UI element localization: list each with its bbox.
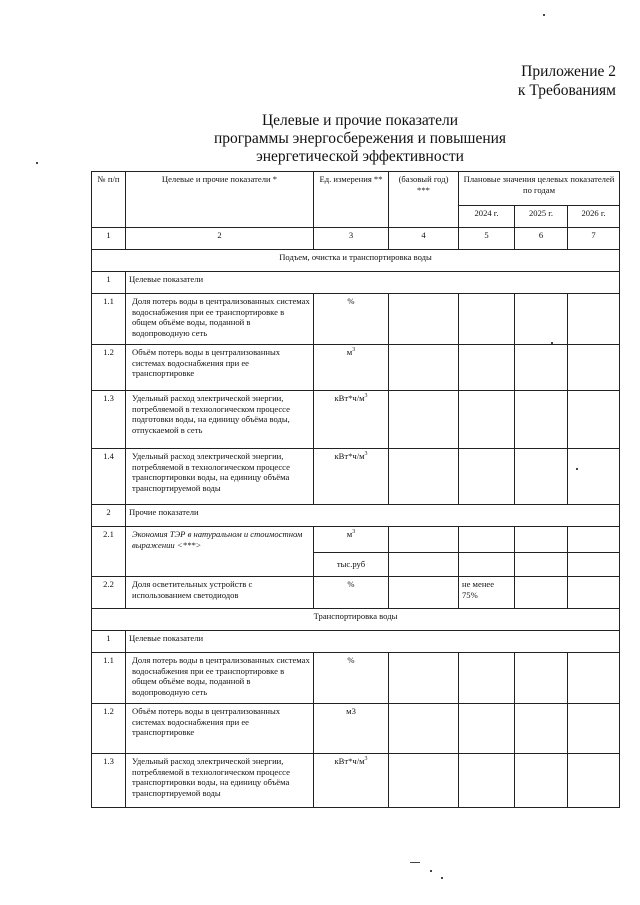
base-cell bbox=[389, 391, 459, 449]
base-cell bbox=[389, 577, 459, 609]
unit-superscript: 3 bbox=[352, 529, 356, 536]
appendix-caption bbox=[518, 62, 616, 100]
table-row bbox=[92, 391, 620, 449]
value-cell bbox=[459, 553, 515, 577]
indicator-text: Удельный расход электрической энергии, потребляемой в технологическом процессе транспортировки воды, на единицу объёма транспортируемой воды bbox=[126, 754, 314, 808]
section-title: Подъем, очистка и транспортировка воды bbox=[92, 250, 620, 272]
unit-text: кВт*ч/м bbox=[334, 451, 365, 461]
row-number: 1.1 bbox=[92, 653, 126, 704]
header-year-2024: 2024 г. bbox=[459, 206, 515, 228]
indicator-text: Экономия ТЭР в натуральном и стоимостном выражении <***> bbox=[126, 527, 314, 577]
value-cell bbox=[568, 449, 620, 505]
unit-cell bbox=[314, 391, 389, 449]
unit-cell: % bbox=[314, 294, 389, 345]
unit-text: м bbox=[346, 347, 353, 357]
base-cell bbox=[389, 553, 459, 577]
header-year-2025: 2025 г. bbox=[515, 206, 568, 228]
value-cell bbox=[515, 754, 568, 808]
table-row bbox=[92, 577, 620, 609]
unit-superscript: 3 bbox=[364, 451, 368, 458]
base-cell bbox=[389, 345, 459, 391]
table-row bbox=[92, 294, 620, 345]
indicator-text: Доля осветительных устройств с использованием светодиодов bbox=[126, 577, 314, 609]
header-num: № п/п bbox=[92, 172, 126, 228]
value-cell bbox=[568, 754, 620, 808]
scan-speck bbox=[551, 342, 553, 344]
row-number: 1.3 bbox=[92, 391, 126, 449]
value-cell bbox=[515, 391, 568, 449]
table-row bbox=[92, 653, 620, 704]
value-cell-2024: не менее 75% bbox=[459, 577, 515, 609]
value-cell bbox=[459, 527, 515, 553]
group-label: Целевые показатели bbox=[126, 272, 620, 294]
col-number: 2 bbox=[126, 228, 314, 250]
indicator-text: Объём потерь воды в централизованных системах водоснабжения при ее транспортировке bbox=[126, 704, 314, 754]
row-number: 1 bbox=[92, 272, 126, 294]
unit-cell bbox=[314, 527, 389, 553]
scan-speck bbox=[410, 862, 420, 863]
scan-speck bbox=[543, 14, 545, 16]
unit-text: м bbox=[346, 529, 353, 539]
table-row bbox=[92, 754, 620, 808]
col-number: 5 bbox=[459, 228, 515, 250]
row-number: 1.1 bbox=[92, 294, 126, 345]
appendix-line-2: к Требованиям bbox=[517, 82, 616, 99]
row-number: 2.1 bbox=[92, 527, 126, 577]
indicator-text: Удельный расход электрической энергии, потребляемой в технологическом процессе транспортировки воды, на единицу объёма транспортируемой воды bbox=[126, 449, 314, 505]
unit-text: кВт*ч/м bbox=[334, 756, 365, 766]
value-cell bbox=[515, 653, 568, 704]
value-cell bbox=[515, 294, 568, 345]
unit-cell bbox=[314, 754, 389, 808]
header-planned: Плановые значения целевых показателей по годам bbox=[459, 172, 620, 206]
value-cell bbox=[568, 527, 620, 553]
scan-speck bbox=[36, 162, 38, 164]
title-line-2: программы энергосбережения и повышения bbox=[213, 130, 507, 147]
base-cell bbox=[389, 527, 459, 553]
value-cell bbox=[459, 345, 515, 391]
col-number: 4 bbox=[389, 228, 459, 250]
group-row bbox=[92, 272, 620, 294]
group-row bbox=[92, 631, 620, 653]
section-title-row bbox=[92, 250, 620, 272]
group-label: Целевые показатели bbox=[126, 631, 620, 653]
unit-cell bbox=[314, 345, 389, 391]
table-row bbox=[92, 345, 620, 391]
col-number: 3 bbox=[314, 228, 389, 250]
title-line-3: энергетической эффективности bbox=[256, 148, 464, 165]
unit-superscript: 3 bbox=[364, 756, 368, 763]
scan-speck bbox=[576, 468, 578, 470]
row-number: 1 bbox=[92, 631, 126, 653]
value-cell bbox=[459, 704, 515, 754]
section-title-row bbox=[92, 609, 620, 631]
value-cell bbox=[515, 704, 568, 754]
header-base-year: (базовый год) *** bbox=[389, 172, 459, 228]
base-cell bbox=[389, 653, 459, 704]
value-cell bbox=[515, 449, 568, 505]
row-number: 1.4 bbox=[92, 449, 126, 505]
section-title: Транспортировка воды bbox=[92, 609, 620, 631]
unit-cell bbox=[314, 449, 389, 505]
unit-cell: % bbox=[314, 653, 389, 704]
unit-cell: тыс.руб bbox=[314, 553, 389, 577]
appendix-line-1: Приложение 2 bbox=[521, 63, 616, 80]
unit-text: кВт*ч/м bbox=[334, 393, 365, 403]
base-cell bbox=[389, 449, 459, 505]
indicators-table bbox=[91, 171, 620, 808]
value-cell bbox=[459, 449, 515, 505]
value-cell bbox=[459, 294, 515, 345]
column-number-row bbox=[92, 228, 620, 250]
value-cell bbox=[568, 294, 620, 345]
indicator-text: Доля потерь воды в централизованных системах водоснабжения при ее транспортировке в общем объёме воды, поданной в водопроводную сеть bbox=[126, 294, 314, 345]
col-number: 1 bbox=[92, 228, 126, 250]
value-cell bbox=[515, 345, 568, 391]
document-title bbox=[150, 112, 570, 166]
header-unit: Ед. измерения ** bbox=[314, 172, 389, 228]
value-cell bbox=[515, 553, 568, 577]
indicator-text: Объём потерь воды в централизованных системах водоснабжения при ее транспортировке bbox=[126, 345, 314, 391]
row-number: 2.2 bbox=[92, 577, 126, 609]
value-cell bbox=[568, 704, 620, 754]
indicator-text: Доля потерь воды в централизованных системах водоснабжения при ее транспортировке в общем объёме воды, поданной в водопроводную сеть bbox=[126, 653, 314, 704]
value-cell bbox=[459, 391, 515, 449]
table-header-row bbox=[92, 172, 620, 206]
row-number: 2 bbox=[92, 505, 126, 527]
table-row bbox=[92, 527, 620, 553]
table-row bbox=[92, 449, 620, 505]
col-number: 7 bbox=[568, 228, 620, 250]
scan-speck bbox=[430, 870, 432, 872]
row-number: 1.2 bbox=[92, 345, 126, 391]
value-cell bbox=[459, 754, 515, 808]
unit-superscript: 3 bbox=[352, 347, 356, 354]
value-cell bbox=[515, 577, 568, 609]
value-cell bbox=[568, 577, 620, 609]
value-cell bbox=[568, 553, 620, 577]
row-number: 1.2 bbox=[92, 704, 126, 754]
row-number: 1.3 bbox=[92, 754, 126, 808]
value-cell bbox=[459, 653, 515, 704]
scan-speck bbox=[441, 877, 443, 879]
col-number: 6 bbox=[515, 228, 568, 250]
indicator-text: Удельный расход электрической энергии, потребляемой в технологическом процессе подготовки воды, на единицу объёма воды, отпускаемой в сеть bbox=[126, 391, 314, 449]
table-row bbox=[92, 704, 620, 754]
value-cell bbox=[568, 391, 620, 449]
unit-superscript: 3 bbox=[364, 393, 368, 400]
header-year-2026: 2026 г. bbox=[568, 206, 620, 228]
group-row bbox=[92, 505, 620, 527]
title-line-1: Целевые и прочие показатели bbox=[261, 112, 459, 129]
base-cell bbox=[389, 704, 459, 754]
base-cell bbox=[389, 754, 459, 808]
value-cell bbox=[515, 527, 568, 553]
unit-cell: м3 bbox=[314, 704, 389, 754]
value-cell bbox=[568, 345, 620, 391]
base-cell bbox=[389, 294, 459, 345]
value-cell bbox=[568, 653, 620, 704]
header-indicators: Целевые и прочие показатели * bbox=[126, 172, 314, 228]
unit-cell: % bbox=[314, 577, 389, 609]
group-label: Прочие показатели bbox=[126, 505, 620, 527]
